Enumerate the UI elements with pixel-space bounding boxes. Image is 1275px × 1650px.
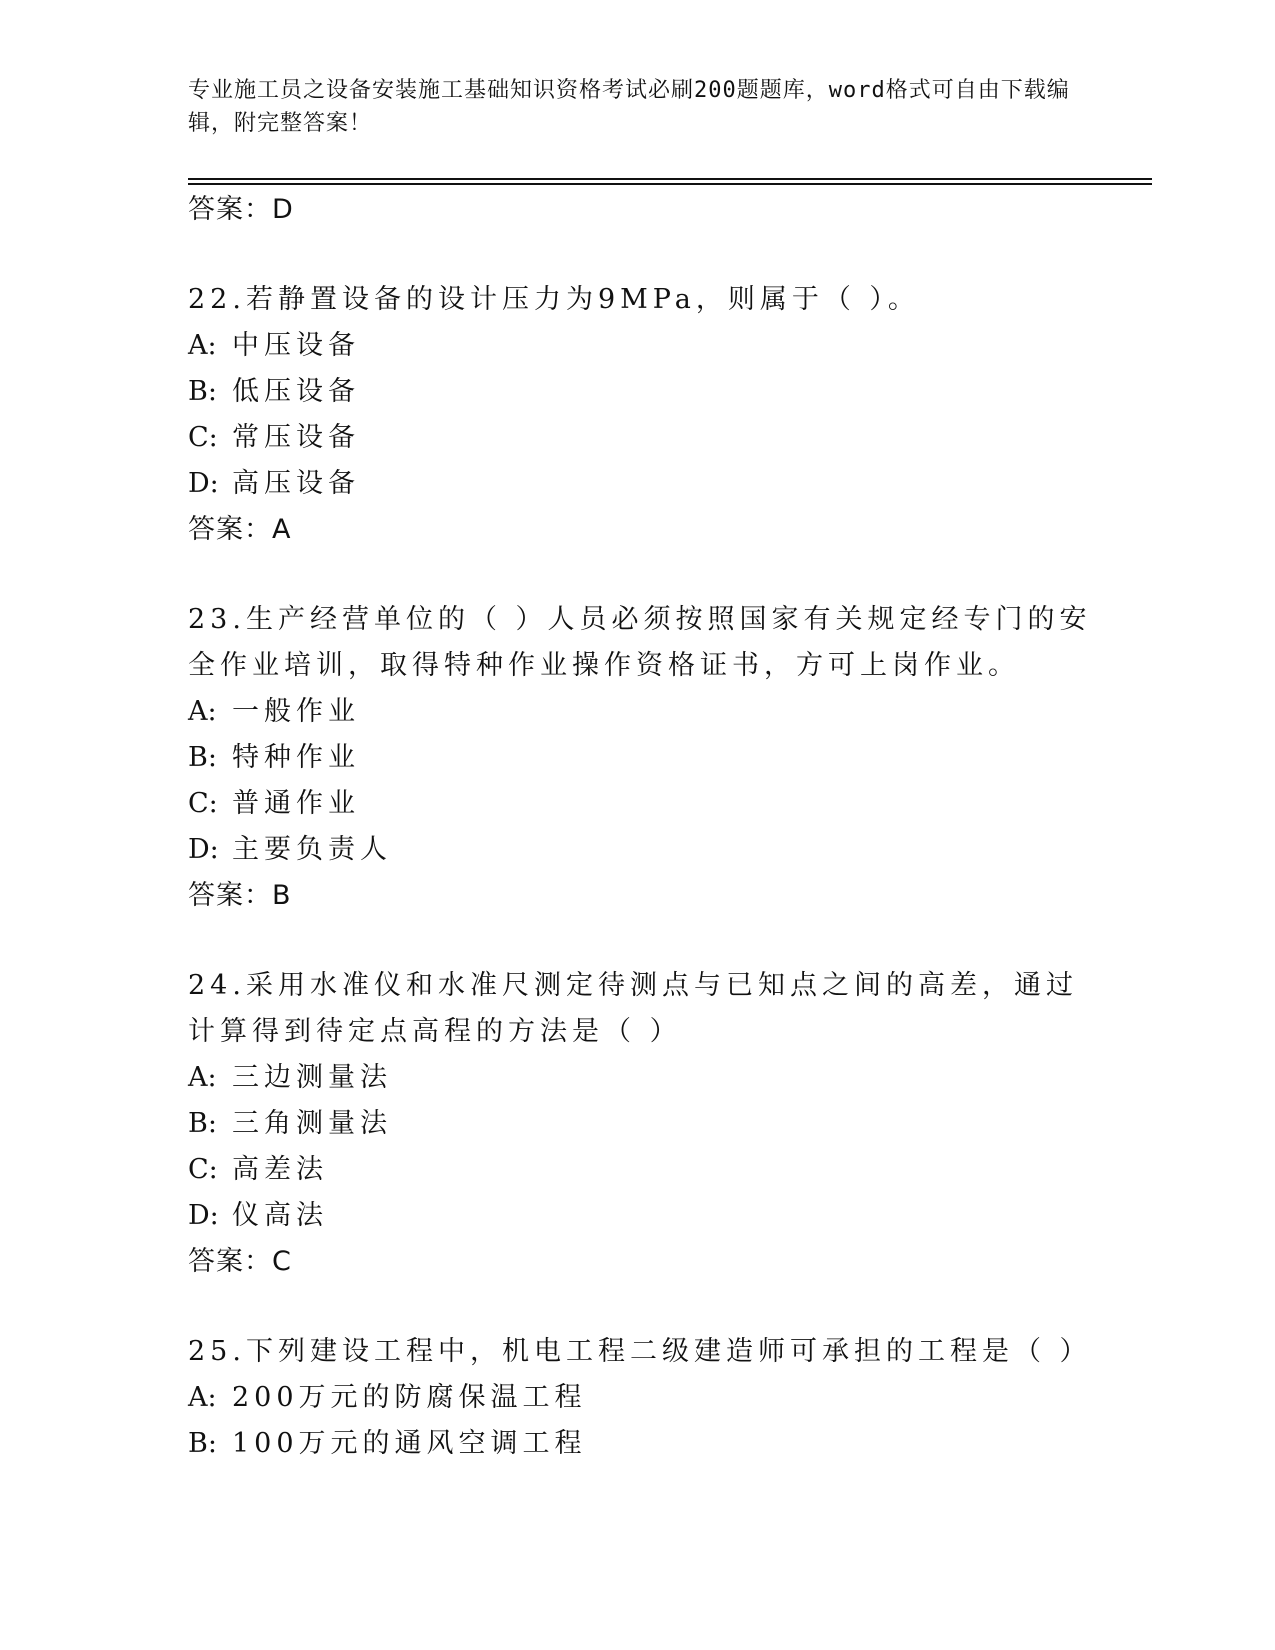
option-d: [188, 827, 1128, 873]
option-letter: C:: [188, 1154, 218, 1185]
option-b: [188, 1421, 1128, 1467]
option-text: 普通作业: [232, 788, 360, 819]
option-letter: C:: [188, 422, 218, 453]
option-letter: B:: [188, 376, 217, 407]
spacer: [188, 919, 1128, 963]
option-letter: D:: [188, 834, 219, 865]
option-letter: B:: [188, 742, 217, 773]
option-a: [188, 323, 1128, 369]
option-text: 一般作业: [232, 696, 360, 727]
question-stem: 24.采用水准仪和水准尺测定待测点与已知点之间的高差，通过计算得到待定点高程的方法是（ ）: [188, 970, 1078, 1047]
option-text: 三角测量法: [232, 1108, 392, 1139]
option-c: [188, 781, 1128, 827]
option-letter: A:: [188, 696, 217, 727]
option-b: [188, 1101, 1128, 1147]
option-letter: B:: [188, 1108, 217, 1139]
option-text: 高差法: [232, 1154, 328, 1185]
option-text: 中压设备: [232, 330, 360, 361]
option-letter: C:: [188, 788, 218, 819]
answer-value: A: [272, 514, 292, 545]
option-letter: A:: [188, 330, 217, 361]
spacer: [188, 553, 1128, 597]
answer-label: 答案：: [188, 1246, 272, 1277]
option-text: 仪高法: [232, 1200, 328, 1231]
question-stem: 25.下列建设工程中，机电工程二级建造师可承担的工程是（ ）: [188, 1336, 1092, 1367]
option-text: 200万元的防腐保温工程: [232, 1382, 587, 1413]
question-list: [188, 187, 1128, 1467]
option-letter: B:: [188, 1428, 217, 1459]
option-letter: A:: [188, 1382, 217, 1413]
answer-label: 答案：: [188, 514, 272, 545]
question-block: [188, 597, 1128, 919]
option-text: 低压设备: [232, 376, 360, 407]
option-text: 主要负责人: [232, 834, 392, 865]
answer-value: C: [272, 1246, 292, 1277]
option-text: 特种作业: [232, 742, 360, 773]
option-text: 高压设备: [232, 468, 360, 499]
option-text: 常压设备: [232, 422, 360, 453]
answer-line: [188, 873, 1128, 919]
question-block: [188, 963, 1128, 1285]
question-block: [188, 277, 1128, 553]
option-letter: D:: [188, 1200, 219, 1231]
answer-label: 答案：: [188, 880, 272, 911]
header-rule-bottom: [188, 183, 1152, 185]
question-stem: 22.若静置设备的设计压力为9MPa，则属于（ ）。: [188, 284, 920, 315]
option-a: [188, 689, 1128, 735]
answer-value: D: [272, 194, 294, 225]
answer-label: 答案：: [188, 194, 272, 225]
answer-value: B: [272, 880, 292, 911]
option-a: [188, 1375, 1128, 1421]
option-text: 三边测量法: [232, 1062, 392, 1093]
question-stem: 23.生产经营单位的（ ）人员必须按照国家有关规定经专门的安全作业培训，取得特种作业操作资格证书，方可上岗作业。: [188, 604, 1092, 681]
option-d: [188, 461, 1128, 507]
option-d: [188, 1193, 1128, 1239]
option-c: [188, 415, 1128, 461]
question-block: [188, 1329, 1128, 1467]
option-letter: A:: [188, 1062, 217, 1093]
spacer: [188, 233, 1128, 277]
header-rule-top: [188, 178, 1152, 180]
option-b: [188, 369, 1128, 415]
answer-line: [188, 187, 1128, 233]
option-text: 100万元的通风空调工程: [232, 1428, 587, 1459]
document-header: 专业施工员之设备安装施工基础知识资格考试必刷200题题库，word格式可自由下载编辑，附完整答案！: [188, 78, 1070, 136]
option-letter: D:: [188, 468, 219, 499]
option-a: [188, 1055, 1128, 1101]
option-b: [188, 735, 1128, 781]
answer-line: [188, 507, 1128, 553]
answer-line: [188, 1239, 1128, 1285]
spacer: [188, 1285, 1128, 1329]
option-c: [188, 1147, 1128, 1193]
